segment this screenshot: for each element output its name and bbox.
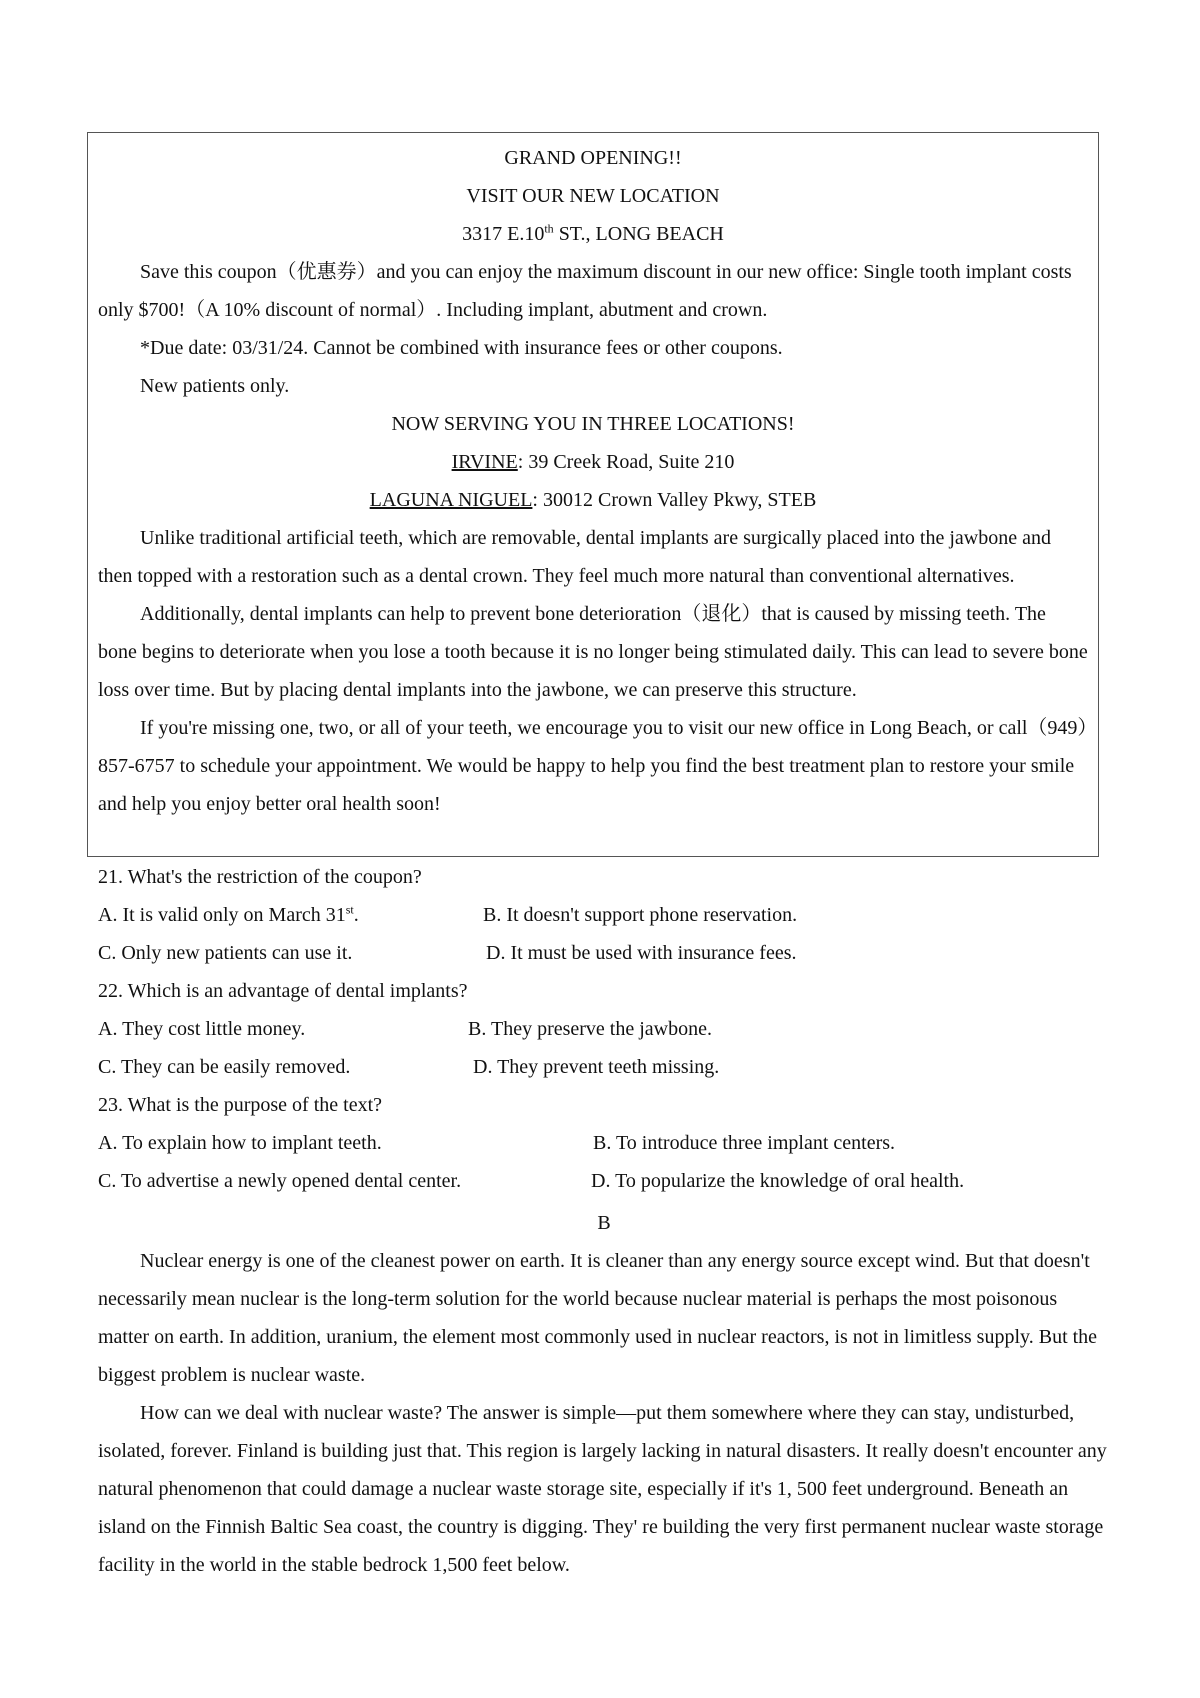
question-21-stem — [98, 858, 1110, 896]
question-stem: 23. What is the purpose of the text? — [98, 1094, 383, 1116]
option-b: B. To introduce three implant centers. — [593, 1132, 896, 1154]
due-date-line: *Due date: 03/31/24. Cannot be combined with insurance fees or other coupons. — [140, 337, 783, 359]
questions-section — [98, 858, 1110, 1200]
option-d: D. To popularize the knowledge of oral health. — [591, 1170, 965, 1192]
question-23-options-ab — [98, 1124, 1110, 1162]
address-street: ST., LONG BEACH — [553, 223, 724, 245]
ad-paragraph-3: If you're missing one, two, or all of your teeth, we encourage you to visit our new office in Long Beach, or call（949）857-6757 to schedule your appointment. We would be happy to help you find the best treatment plan to restore your smile and help you enjoy better oral health soon! — [98, 717, 1088, 815]
location-laguna-niguel-name: LAGUNA NIGUEL — [369, 489, 533, 511]
question-22-options-cd — [98, 1048, 1110, 1086]
option-a-text: A. It is valid only on March 31 — [98, 904, 346, 926]
location-laguna-niguel-address: : 30012 Crown Valley Pkwy, STEB — [532, 489, 817, 511]
ad-title-new-location: VISIT OUR NEW LOCATION — [466, 185, 720, 207]
option-d: D. They prevent teeth missing. — [473, 1056, 720, 1078]
address-superscript: th — [544, 221, 554, 236]
option-b: B. It doesn't support phone reservation. — [483, 904, 798, 926]
question-21-options-cd — [98, 934, 1110, 972]
question-stem: 21. What's the restriction of the coupon? — [98, 866, 422, 888]
option-a-superscript: st — [345, 902, 354, 917]
section-b-paragraph-1: Nuclear energy is one of the cleanest power on earth. It is cleaner than any energy source except wind. But that doesn't necessarily mean nuclear is the long-term solution for the world because nuclear material is perhaps the most poisonous matter on earth. In addition, uranium, the element most commonly used in nuclear reactors, is not in limitless supply. But the biggest problem is nuclear waste. — [98, 1250, 1098, 1386]
option-a — [98, 896, 359, 934]
location-irvine — [98, 443, 1088, 481]
option-b: B. They preserve the jawbone. — [468, 1018, 712, 1040]
option-c: C. They can be easily removed. — [98, 1056, 351, 1078]
option-a: A. To explain how to implant teeth. — [98, 1132, 382, 1154]
address-number: 3317 E.10 — [462, 223, 545, 245]
question-22-stem — [98, 972, 1110, 1010]
ad-paragraph-2: Additionally, dental implants can help to prevent bone deterioration（退化）that is caused by missing teeth. The bone begins to deteriorate when you lose a tooth because it is no longer being stimulated daily. This can lead to severe bone loss over time. But by placing dental implants into the jawbone, we can preserve this structure. — [98, 603, 1088, 701]
question-21-options-ab — [98, 896, 1110, 934]
option-a-punct: . — [353, 904, 359, 926]
ad-address — [98, 215, 1088, 253]
advertisement-box — [87, 132, 1099, 857]
location-irvine-name: IRVINE — [451, 451, 518, 473]
locations-heading: NOW SERVING YOU IN THREE LOCATIONS! — [391, 413, 795, 435]
ad-title-grand-opening: GRAND OPENING!! — [504, 147, 682, 169]
question-23-stem — [98, 1086, 1110, 1124]
coupon-paragraph: Save this coupon（优惠券）and you can enjoy the maximum discount in our new office: Single tooth implant costs only $700!（A 10% discount of normal）. Including implant, abutment and crown. — [98, 261, 1072, 321]
option-c: C. Only new patients can use it. — [98, 942, 353, 964]
option-a: A. They cost little money. — [98, 1018, 306, 1040]
section-b-heading: B — [597, 1212, 611, 1234]
option-d: D. It must be used with insurance fees. — [486, 942, 797, 964]
question-23-options-cd — [98, 1162, 1110, 1200]
location-laguna-niguel — [98, 481, 1088, 519]
location-irvine-address: : 39 Creek Road, Suite 210 — [517, 451, 735, 473]
section-b-paragraph-2: How can we deal with nuclear waste? The answer is simple—put them somewhere where they can stay, undisturbed, isolated, forever. Finland is building just that. This region is largely lacking in natural disasters. It really doesn't encounter any natural phenomenon that could damage a nuclear waste storage site, especially if it's 1, 500 feet underground. Beneath an island on the Finnish Baltic Sea coast, the country is digging. They' re building the very first permanent nuclear waste storage facility in the world in the stable bedrock 1,500 feet below. — [98, 1402, 1107, 1576]
ad-paragraph-1: Unlike traditional artificial teeth, which are removable, dental implants are surgically placed into the jawbone and then topped with a restoration such as a dental crown. They feel much more natural than conventional alternatives. — [98, 527, 1051, 587]
new-patients-line: New patients only. — [140, 375, 290, 397]
option-c: C. To advertise a newly opened dental center. — [98, 1170, 462, 1192]
question-stem: 22. Which is an advantage of dental implants? — [98, 980, 468, 1002]
question-22-options-ab — [98, 1010, 1110, 1048]
section-b — [98, 1204, 1110, 1584]
